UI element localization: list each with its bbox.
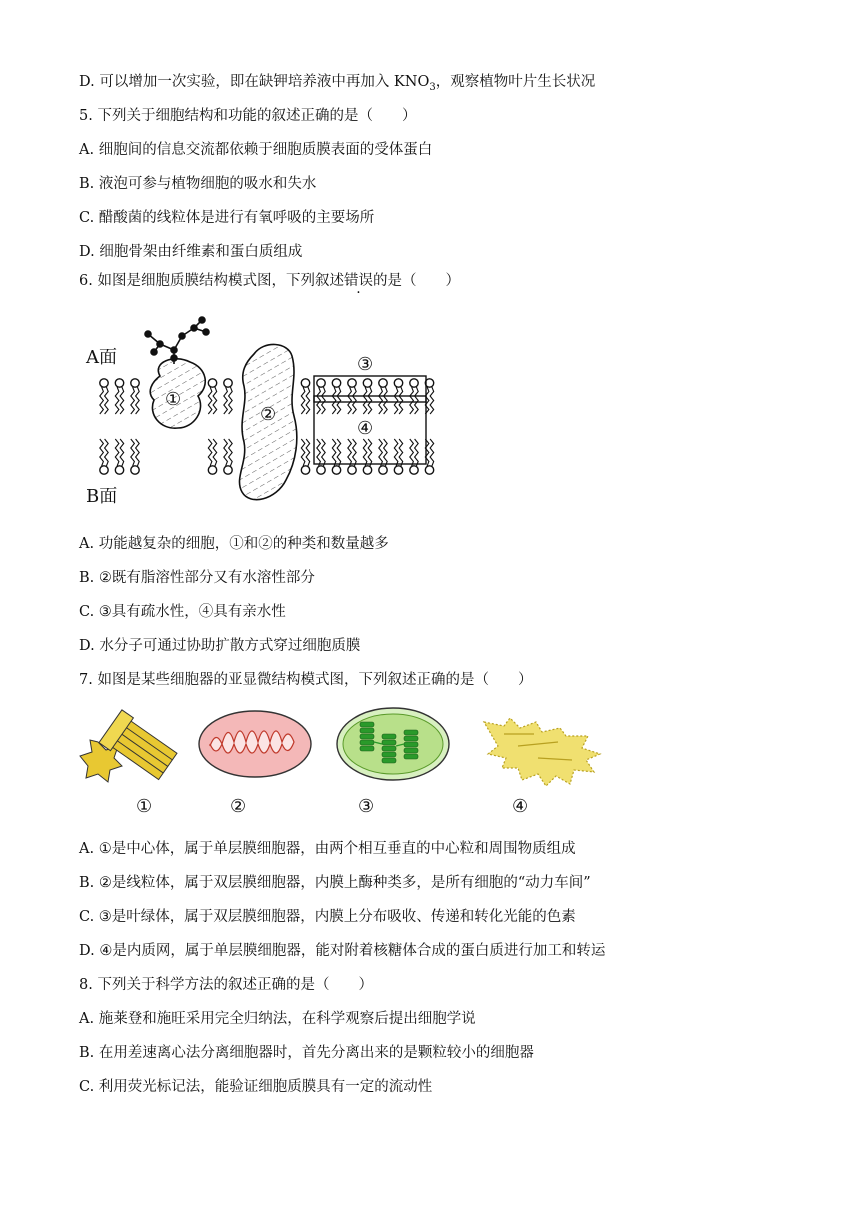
phospholipid-tail	[415, 387, 419, 414]
phospholipid-tail	[399, 439, 403, 466]
phospholipid-tail	[363, 439, 367, 466]
phospholipid-tail	[301, 387, 305, 414]
phospholipid-tail	[430, 387, 434, 414]
phospholipid-tail	[131, 439, 135, 466]
phospholipid-head	[332, 379, 340, 387]
phospholipid-tail	[384, 387, 388, 414]
phospholipid-head	[394, 379, 402, 387]
phospholipid-head	[100, 379, 108, 387]
phospholipid-head	[224, 379, 232, 387]
phospholipid-tail	[105, 439, 109, 466]
sugar-chain	[145, 317, 209, 364]
phospholipid-head	[208, 379, 216, 387]
phospholipid-tail	[337, 439, 341, 466]
phospholipid-tail	[224, 387, 228, 414]
phospholipid-tail	[332, 439, 336, 466]
phospholipid-tail	[348, 387, 352, 414]
q8-option-c: C. 利用荧光标记法，能验证细胞质膜具有一定的流动性	[79, 1079, 433, 1095]
phospholipid-tail	[363, 387, 367, 414]
phospholipid-tail	[208, 387, 212, 414]
phospholipid-tail	[224, 439, 228, 466]
phospholipid-tail	[213, 439, 217, 466]
q6-stem-pre: 6. 如图是细胞质膜结构模式图，下列叙述	[79, 273, 344, 289]
phospholipid-head	[208, 466, 216, 474]
q5-option-d: D. 细胞骨架由纤维素和蛋白质组成	[79, 244, 303, 260]
q5-option-b: B. 液泡可参与植物细胞的吸水和失水	[79, 176, 317, 192]
q4-option-d-tail: ，观察植物叶片生长状况	[435, 74, 596, 90]
q6-stem-post: 的是（ ）	[372, 273, 460, 289]
phospholipid-tail	[100, 387, 104, 414]
phospholipid-head	[317, 379, 325, 387]
q6-option-b: B. ②既有脂溶性部分又有水溶性部分	[79, 570, 315, 586]
q7-option-a: A. ①是中心体，属于单层膜细胞器，由两个相互垂直的中心粒和周围物质组成	[79, 841, 576, 857]
membrane-label-2: ②	[260, 404, 277, 425]
q5-option-a: A. 细胞间的信息交流都依赖于细胞质膜表面的受体蛋白	[79, 142, 433, 158]
q6-stem-emphasis: 错误	[343, 273, 373, 289]
organelle-label-4: ④	[512, 796, 529, 817]
phospholipid-tail	[120, 439, 124, 466]
phospholipid-tail	[100, 439, 104, 466]
phospholipid-head	[394, 466, 402, 474]
phospholipid-tail	[131, 387, 135, 414]
phospholipid-tail	[410, 387, 414, 414]
q4-option-d-text: D. 可以增加一次实验，即在缺钾培养液中再加入 KNO	[79, 74, 430, 90]
phospholipid-tail	[394, 387, 398, 414]
phospholipid-head	[115, 466, 123, 474]
phospholipid-tail	[120, 387, 124, 414]
q8-option-a: A. 施莱登和施旺采用完全归纳法，在科学观察后提出细胞学说	[79, 1011, 476, 1027]
phospholipid-tail	[136, 387, 140, 414]
q7-option-d: D. ④是内质网，属于单层膜细胞器，能对附着核糖体合成的蛋白质进行加工和转运	[79, 943, 606, 959]
cell-membrane-figure	[82, 312, 462, 512]
phospholipid-tail	[384, 439, 388, 466]
phospholipid-head	[115, 379, 123, 387]
organelle-figure	[78, 704, 618, 820]
phospholipid-tail	[368, 439, 372, 466]
phospholipid-tail	[410, 439, 414, 466]
q7-stem: 7. 如图是某些细胞器的亚显微结构模式图，下列叙述正确的是（ ）	[79, 672, 533, 688]
phospholipid-tail	[368, 387, 372, 414]
membrane-side-b-label: B面	[86, 486, 118, 507]
phospholipid-tail	[306, 439, 310, 466]
q8-option-b: B. 在用差速离心法分离细胞器时，首先分离出来的是颗粒较小的细胞器	[79, 1045, 534, 1061]
phospholipid-tail	[301, 439, 305, 466]
phospholipid-head	[348, 379, 356, 387]
phospholipid-head	[100, 466, 108, 474]
phospholipid-tail	[332, 387, 336, 414]
q7-option-b: B. ②是线粒体，属于双层膜细胞器，内膜上酶种类多，是所有细胞的“动力车间”	[79, 875, 591, 891]
q6-option-c: C. ③具有疏水性，④具有亲水性	[79, 604, 286, 620]
phospholipid-tail	[317, 387, 321, 414]
q6-option-a: A. 功能越复杂的细胞，①和②的种类和数量越多	[79, 536, 389, 552]
phospholipid-tail	[208, 439, 212, 466]
phospholipid-head	[363, 466, 371, 474]
q5-stem: 5. 下列关于细胞结构和功能的叙述正确的是（ ）	[79, 108, 417, 124]
phospholipid-head	[317, 466, 325, 474]
phospholipid-head	[332, 466, 340, 474]
phospholipid-tail	[337, 387, 341, 414]
phospholipid-head	[301, 466, 309, 474]
phospholipid-head	[425, 466, 433, 474]
q5-option-c: C. 醋酸菌的线粒体是进行有氧呼吸的主要场所	[79, 210, 375, 226]
membrane-label-1: ①	[165, 389, 182, 410]
phospholipid-tail	[322, 439, 326, 466]
q4-option-d-subscript: 3	[429, 81, 436, 93]
phospholipid-tail	[213, 387, 217, 414]
phospholipid-tail	[115, 439, 119, 466]
phospholipid-head	[410, 466, 418, 474]
phospholipid-head	[131, 379, 139, 387]
organelle-label-3: ③	[358, 796, 375, 817]
phospholipid-tail	[353, 387, 357, 414]
phospholipid-tail	[229, 387, 233, 414]
membrane-label-4: ④	[357, 418, 374, 439]
organelle-label-2: ②	[230, 796, 247, 817]
phospholipid-head	[301, 379, 309, 387]
q7-option-c: C. ③是叶绿体，属于双层膜细胞器，内膜上分布吸收、传递和转化光能的色素	[79, 909, 576, 925]
phospholipid-head	[363, 379, 371, 387]
phospholipid-head	[410, 379, 418, 387]
phospholipid-head	[379, 466, 387, 474]
phospholipid-tail	[306, 387, 310, 414]
phospholipid-tail	[379, 439, 383, 466]
phospholipid-tail	[105, 387, 109, 414]
phospholipid-tail	[348, 439, 352, 466]
centriole-illustration	[80, 710, 179, 783]
phospholipid-head	[379, 379, 387, 387]
q4-option-d	[79, 72, 595, 98]
phospholipid-tail	[399, 387, 403, 414]
phospholipid-tail	[379, 387, 383, 414]
q6-stem	[79, 271, 460, 291]
membrane-side-a-label: A面	[86, 347, 117, 368]
phospholipid-tail	[430, 439, 434, 466]
phospholipid-tail	[322, 387, 326, 414]
phospholipid-head	[348, 466, 356, 474]
phospholipid-tail	[317, 439, 321, 466]
endoplasmic-reticulum-illustration	[484, 718, 600, 786]
phospholipid-tail	[115, 387, 119, 414]
membrane-label-3: ③	[357, 354, 374, 375]
phospholipid-tail	[353, 439, 357, 466]
phospholipid-head	[131, 466, 139, 474]
phospholipid-tail	[136, 439, 140, 466]
mitochondrion-illustration	[199, 711, 311, 777]
q8-stem: 8. 下列关于科学方法的叙述正确的是（ ）	[79, 977, 373, 993]
phospholipid-tail	[415, 439, 419, 466]
phospholipid-head	[224, 466, 232, 474]
phospholipid-tail	[229, 439, 233, 466]
chloroplast-illustration	[337, 708, 449, 780]
phospholipid-tail	[394, 439, 398, 466]
q6-option-d: D. 水分子可通过协助扩散方式穿过细胞质膜	[79, 638, 361, 654]
organelle-label-1: ①	[136, 796, 153, 817]
